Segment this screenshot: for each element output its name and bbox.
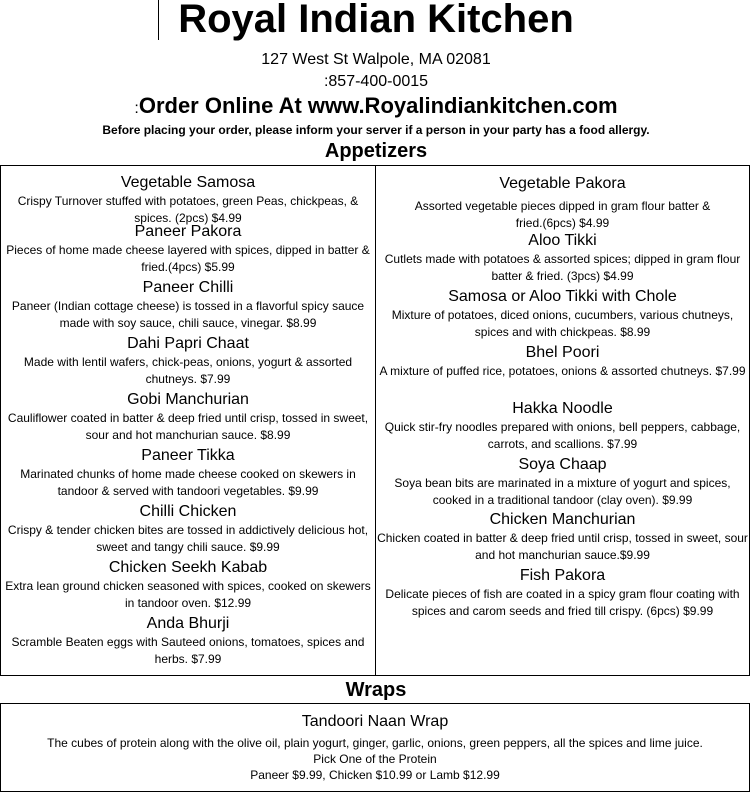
allergy-note: Before placing your order, please inform your server if a person in your party has a food allergy. (102, 123, 650, 137)
item-name: Hakka Noodle (512, 400, 613, 417)
menu-item (1, 334, 375, 387)
menu-item (1, 222, 375, 275)
appetizers-right-column (376, 166, 749, 675)
item-name: Vegetable Samosa (120, 174, 256, 191)
menu-item (1, 712, 749, 783)
item-name: Aloo Tikki (528, 232, 597, 249)
item-description: Cutlets made with potatoes & assorted spices; dipped in gram flour batter & fried. (3pcs) $4.99 (384, 252, 741, 283)
item-name: Dahi Papri Chaat (127, 335, 249, 352)
item-description: Delicate pieces of fish are coated in a spicy gram flour coating with spices and carom seeds and fried till crispy. (6pcs) $9.99 (385, 587, 740, 618)
order-online-prefix: : (134, 100, 139, 117)
item-description: Scramble Beaten eggs with Sauteed onions, tomatoes, spices and herbs. $7.99 (11, 635, 365, 666)
item-name: Chilli Chicken (139, 503, 237, 520)
wraps-heading: Wraps (345, 679, 407, 701)
item-name: Vegetable Pakora (499, 175, 626, 192)
item-name: Chicken Seekh Kabab (108, 559, 268, 576)
menu-item (376, 231, 749, 284)
menu-item (1, 390, 375, 443)
item-name: Anda Bhurji (146, 615, 230, 632)
item-description: Quick stir-fry noodles prepared with onions, bell peppers, cabbage, carrots, and scallions. $7.99 (384, 420, 741, 451)
order-online-line (0, 93, 752, 122)
menu-item (376, 174, 749, 231)
item-name: Chicken Manchurian (489, 511, 636, 528)
item-description: Assorted vegetable pieces dipped in gram flour batter & fried.(6pcs) $4.99 (414, 199, 711, 230)
restaurant-title: Royal Indian Kitchen (178, 0, 574, 41)
item-description: Crispy Turnover stuffed with potatoes, green Peas, chickpeas, & spices. (2pcs) $4.99 (17, 194, 359, 225)
menu-item (1, 558, 375, 611)
phone-number: :857-400-0015 (323, 73, 429, 90)
address: 127 West St Walpole, MA 02081 (261, 51, 491, 68)
menu-item (1, 614, 375, 667)
item-name: Gobi Manchurian (127, 391, 249, 408)
menu-item (1, 173, 375, 226)
appetizers-table (0, 165, 750, 676)
menu-item (376, 343, 749, 380)
menu-item (376, 455, 749, 508)
item-name: Paneer Pakora (134, 223, 242, 240)
item-name: Soya Chaap (518, 456, 607, 473)
item-description: Mixture of potatoes, diced onions, cucumbers, various chutneys, spices and with chickpeas. $8.99 (391, 308, 734, 339)
appetizers-heading: Appetizers (324, 140, 428, 162)
menu-item (376, 510, 749, 563)
menu-item (376, 287, 749, 340)
item-description: Chicken coated in batter & deep fried until crisp, tossed in sweet, sour and hot manchurian sauce.$9.99 (377, 531, 748, 562)
menu-item (376, 399, 749, 452)
menu-item (1, 502, 375, 555)
item-description: Paneer (Indian cottage cheese) is tossed in a flavorful spicy sauce made with soy sauce, chili sauce, vinegar. $8.99 (11, 299, 365, 330)
item-name: Samosa or Aloo Tikki with Chole (448, 288, 677, 305)
item-name: Fish Pakora (519, 567, 606, 584)
item-description: A mixture of puffed rice, potatoes, onions & assorted chutneys. $7.99 (379, 364, 746, 378)
menu-item (1, 446, 375, 499)
wrap-prices: Paneer $9.99, Chicken $10.99 or Lamb $12.99 (250, 768, 500, 782)
item-description: The cubes of protein along with the olive oil, plain yogurt, ginger, garlic, onions, green peppers, all the spices and lime juice. (47, 736, 703, 750)
item-name: Paneer Chilli (142, 279, 234, 296)
item-description: Soya bean bits are marinated in a mixture of yogurt and spices, cooked in a traditional tandoor (clay oven). $9.99 (394, 476, 731, 507)
item-description: Cauliflower coated in batter & deep fried until crisp, tossed in sweet, sour and hot manchurian sauce. $8.99 (7, 411, 369, 442)
item-description: Pieces of home made cheese layered with spices, dipped in batter & fried.(4pcs) $5.99 (6, 243, 370, 274)
item-name: Bhel Poori (525, 344, 600, 361)
item-description: Marinated chunks of home made cheese cooked on skewers in tandoor & served with tandoori vegetables. $9.99 (20, 467, 356, 498)
item-description: Made with lentil wafers, chick-peas, onions, yogurt & assorted chutneys. $7.99 (23, 355, 353, 386)
protein-choice-note: Pick One of the Protein (313, 752, 437, 766)
menu-item (1, 278, 375, 331)
wraps-table (0, 703, 750, 792)
order-online-text[interactable]: Order Online At www.Royalindiankitchen.com (138, 93, 618, 118)
appetizers-left-column (1, 166, 376, 675)
item-name: Paneer Tikka (141, 447, 235, 464)
item-name: Tandoori Naan Wrap (301, 713, 449, 730)
item-description: Crispy & tender chicken bites are tossed in addictively delicious hot, sweet and tangy chili sauce. $9.99 (7, 523, 369, 554)
item-description: Extra lean ground chicken seasoned with spices, cooked on skewers in tandoor oven. $12.99 (5, 579, 371, 610)
menu-item (376, 566, 749, 619)
